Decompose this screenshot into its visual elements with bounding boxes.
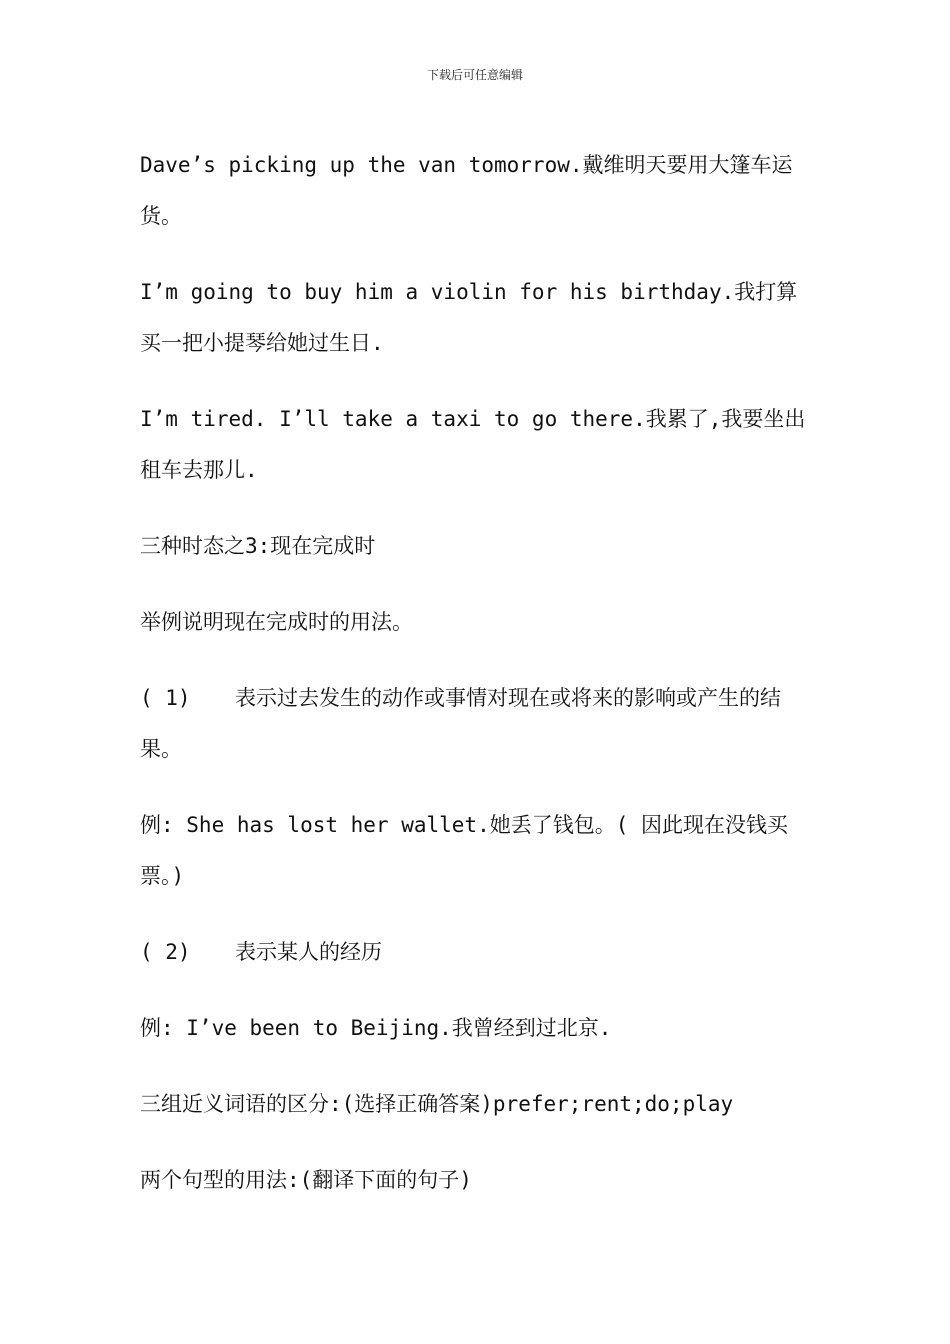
paragraph-taxi: I’m tired. I’ll take a taxi to go there.我累了,我要坐出租车去那儿. bbox=[140, 407, 806, 482]
section-heading-present-perfect: 三种时态之3:现在完成时 bbox=[140, 534, 376, 558]
paragraph-usage-intro: 举例说明现在完成时的用法。 bbox=[140, 610, 413, 634]
usage-item-2 bbox=[140, 927, 815, 978]
example-2: 例: I’ve been to Beijing.我曾经到过北京. bbox=[140, 1016, 612, 1040]
paragraph-van: Dave’s picking up the van tomorrow.戴维明天要用大篷车运货。 bbox=[140, 153, 793, 228]
example-1: 例: She has lost her wallet.她丢了钱包。( 因此现在没钱买票。) bbox=[140, 813, 789, 888]
page-header: 下载后可任意编辑 bbox=[426, 68, 523, 82]
usage-item-1 bbox=[140, 673, 815, 775]
usage-item-2-text: 表示某人的经历 bbox=[235, 940, 382, 964]
section-heading-sentence-patterns: 两个句型的用法:(翻译下面的句子) bbox=[140, 1168, 472, 1192]
document-body bbox=[140, 140, 815, 1231]
paragraph-violin: I’m going to buy him a violin for his birthday.我打算买一把小提琴给她过生日. bbox=[140, 280, 798, 355]
section-heading-synonyms: 三组近义词语的区分:(选择正确答案)prefer;rent;do;play bbox=[140, 1092, 734, 1116]
usage-item-1-number: ( 1) bbox=[140, 686, 191, 710]
usage-item-1-text: 表示过去发生的动作或事情对现在或将来的影响或产生的结果。 bbox=[140, 686, 781, 761]
usage-item-2-number: ( 2) bbox=[140, 940, 191, 964]
